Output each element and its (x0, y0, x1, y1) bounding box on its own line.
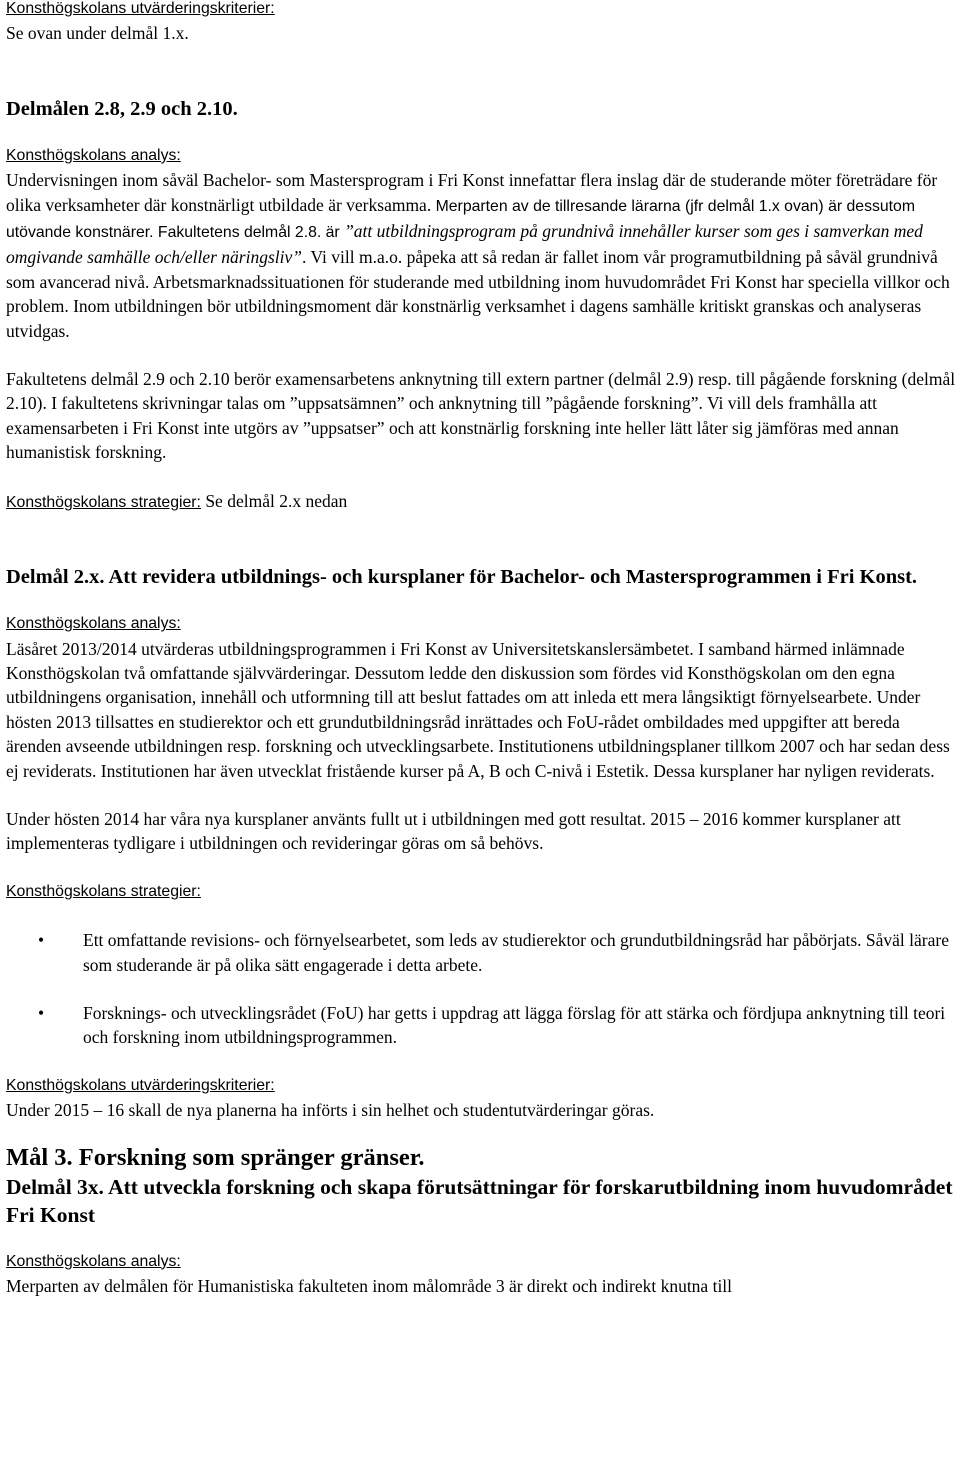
goal-title: Mål 3. Forskning som spränger gränser. (6, 1143, 425, 1171)
list-item (6, 928, 956, 977)
paragraph: Under 2015 – 16 skall de nya planerna ha införts i sin helhet och studentutvärderingar göras. (6, 1100, 655, 1121)
bullet-list (6, 928, 956, 1050)
text-run: Se delmål 2.x nedan (200, 490, 348, 511)
bullet-icon: • (38, 930, 45, 951)
goal-subtitle: Delmål 3x. Att utveckla forskning och skapa förutsättningar för forskarutbildning inom huvudområdet Fri Konst (6, 1174, 953, 1227)
section-heading-kriterier: Konsthögskolans utvärderingskriterier: (6, 0, 275, 17)
text-run: . Vi vill m.a.o. påpeka att så redan är fallet inom vår programutbildning på såväl grundnivå som avancerad nivå. Arbetsmarknadssituationen för studerande med utbildning inom huvudområdet Fri Konst har speciella villkor och problem. Inom utbildningen bör utbildningsmoment där konstnärlig verksamhet i dagens samhälle kritiskt granskas och analyseras utvidgas. (6, 247, 950, 341)
section-heading-strategier: Konsthögskolans strategier: (6, 493, 201, 511)
section-heading-kriterier: Konsthögskolans utvärderingskriterier: (6, 1076, 275, 1094)
section-heading-analys: Konsthögskolans analys: (6, 146, 181, 164)
paragraph: Fakultetens delmål 2.9 och 2.10 berör examensarbetens anknytning till extern partner (delmål 2.9) resp. till pågående forskning (delmål 2.10). I fakultetens skrivningar talas om ”uppsatsämnen” och anknytning till ”pågående forskning”. Vi vill dels framhålla att examensarbeten i Fri Konst inte utgörs av ”uppsatser” och att konstnärlig forskning inte heller lätt låter sig jämföras med annan humanistisk forskning. (6, 369, 956, 463)
paragraph: Under hösten 2014 har våra nya kursplaner använts fullt ut i utbildningen med gott resultat. 2015 – 2016 kommer kursplaner att implementeras tydligare i utbildningen och revideringar göras om så behövs. (6, 808, 901, 854)
text-run: Merparten av de tillresande lärarna (jfr delmål 1.x ovan) är dessutom utövande konstnärer. Fakultetens delmål 2.8. är (6, 197, 915, 242)
paragraph (6, 168, 956, 343)
section-title: Delmål 2.x. Att revidera utbildnings- och kursplaner för Bachelor- och Mastersprogrammen i Fri Konst. (6, 566, 918, 589)
strategier-line (6, 489, 956, 515)
section-title: Delmålen 2.8, 2.9 och 2.10. (6, 97, 238, 120)
section-heading-strategier: Konsthögskolans strategier: (6, 882, 201, 900)
quote-italic: ”att utbildningsprogram på grundnivå innehåller kurser som ges i samverkan med omgivande samhälle och/eller näringsliv” (6, 221, 923, 268)
paragraph: Läsåret 2013/2014 utvärderas utbildningsprogrammen i Fri Konst av Universitetskanslersämbetet. I samband härmed inlämnade Konsthögskolan två omfattande självvärderingar. Dessutom ledde den diskussion som fördes vid Konsthögskolan om den egna utbildningens organisation, innehåll och utformning till att beslut fattades om att inleda ett mera långsiktigt förnyelsearbete. Under hösten 2013 tillsattes en studierektor och ett grundutbildningsråd inrättades och FoU-rådet ombildades med uppgifter att bereda ärenden avseende utbildningen resp. forskning och utvecklingsarbete. Institutionens utbildningsplaner tillkom 2007 och har sedan dess ej reviderats. Institutionen har även utvecklat fristående kurser på A, B och C-nivå i Estetik. Dessa kursplaner har nyligen reviderats. (6, 638, 950, 781)
bullet-icon: • (38, 1002, 45, 1023)
list-item-text: Forsknings- och utvecklingsrådet (FoU) har getts i uppdrag att lägga förslag för att stärka och fördjupa anknytning till teori och forskning inom utbildningsprogrammen. (83, 1002, 946, 1048)
paragraph: Se ovan under delmål 1.x. (6, 23, 189, 44)
section-heading-analys: Konsthögskolans analys: (6, 615, 181, 633)
list-item (6, 1001, 956, 1050)
text-run: Undervisningen inom såväl Bachelor- som Mastersprogram i Fri Konst innefattar flera inslag där de studerande möter företrädare för olika verksamheter där konstnärligt utbildade är verksamma. (6, 170, 938, 215)
list-item-text: Ett omfattande revisions- och förnyelsearbetet, som leds av studierektor och grundutbildningsråd har påbörjats. Såväl lärare som studerande är på olika sätt engagerade i detta arbete. (83, 930, 949, 975)
section-heading-analys: Konsthögskolans analys: (6, 1252, 181, 1270)
paragraph: Merparten av delmålen för Humanistiska fakulteten inom målområde 3 är direkt och indirekt knutna till (6, 1276, 733, 1296)
document-page (6, 0, 956, 1298)
